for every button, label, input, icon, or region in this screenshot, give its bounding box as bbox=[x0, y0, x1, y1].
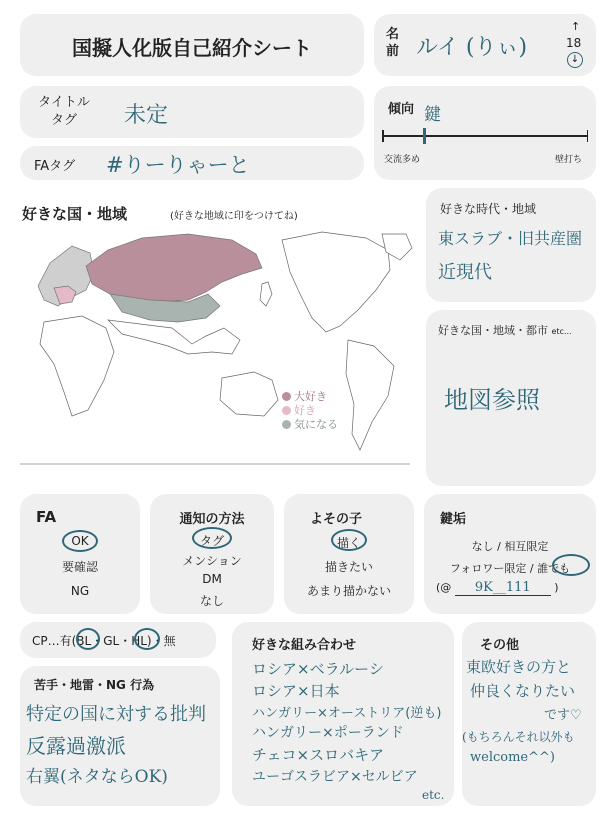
fa-selected-circle bbox=[62, 530, 98, 552]
lock-label: 鍵垢 bbox=[440, 512, 467, 527]
title-tag-label: タイトルタグ bbox=[38, 95, 90, 128]
other-line-2: 仲良くなりたい bbox=[470, 682, 576, 700]
fa-option-ok[interactable]: OK bbox=[71, 534, 89, 548]
notify-card bbox=[150, 494, 274, 614]
age-arrow-down-icon: ↓ bbox=[567, 52, 583, 68]
map-asia-south bbox=[108, 320, 240, 354]
sheet-title: 国擬人化版自己紹介シート bbox=[72, 36, 312, 60]
map-africa bbox=[40, 316, 114, 416]
combos-etc: etc. bbox=[422, 788, 445, 802]
lock-handle-value: 9K__111 bbox=[455, 580, 551, 596]
fa-option-ng[interactable]: NG bbox=[70, 584, 90, 598]
legend-interested-swatch bbox=[282, 420, 291, 429]
cp-has-circle bbox=[76, 628, 100, 650]
favorite-era-line1: 東スラブ・旧共産圏 bbox=[438, 229, 583, 248]
map-subtitle: (好きな地域に印をつけてね) bbox=[170, 211, 298, 222]
name-value: ルイ (りぃ) bbox=[416, 35, 528, 60]
cp-card bbox=[20, 622, 216, 658]
combos-label: 好きな組み合わせ bbox=[252, 638, 357, 653]
tendency-left-label: 交流多め bbox=[384, 155, 421, 165]
other-card bbox=[462, 622, 596, 806]
others-child-option-rarely[interactable]: あまり描かない bbox=[306, 584, 391, 598]
combo-2: ロシア×日本 bbox=[252, 682, 340, 700]
fa-tag-card bbox=[20, 146, 364, 180]
dislikes-line-1: 特定の国に対する批判 bbox=[26, 704, 206, 725]
tendency-marker bbox=[423, 128, 426, 144]
lock-handle-prefix: (@ bbox=[436, 581, 452, 594]
legend-interested bbox=[282, 416, 338, 432]
world-map bbox=[10, 228, 420, 473]
legend-like-label: 好き bbox=[294, 404, 316, 417]
other-line-5: welcome^^) bbox=[470, 750, 555, 765]
legend-love-swatch bbox=[282, 392, 291, 401]
dislikes-label: 苦手・地雷・NG 行為 bbox=[34, 678, 155, 692]
favorite-places-label-suffix: etc... bbox=[551, 327, 572, 336]
notify-option-tag[interactable]: タグ bbox=[199, 534, 224, 548]
map-north-america bbox=[282, 232, 390, 332]
tendency-value: 鍵 bbox=[424, 105, 441, 125]
others-child-selected-circle bbox=[331, 529, 367, 551]
fa-card bbox=[20, 494, 140, 614]
other-line-1: 東欧好きの方と bbox=[466, 658, 572, 676]
cp-gl-circle bbox=[134, 628, 160, 650]
others-child-label: よその子 bbox=[310, 512, 363, 527]
notify-selected-circle bbox=[192, 527, 232, 549]
title-tag-value: 未定 bbox=[124, 103, 169, 128]
map-legend bbox=[282, 388, 362, 434]
map-australia bbox=[220, 372, 278, 416]
combo-1: ロシア×ベラルーシ bbox=[252, 660, 384, 678]
favorite-era-line2: 近現代 bbox=[438, 262, 492, 283]
notify-option-mention[interactable]: メンション bbox=[182, 554, 242, 568]
favorite-places-label: 好きな国・地域・都市 bbox=[438, 324, 548, 337]
notify-label: 通知の方法 bbox=[179, 512, 245, 527]
other-label: その他 bbox=[480, 638, 520, 653]
age-arrow-up-icon: ↑ bbox=[571, 20, 581, 33]
other-line-4: (もちろんそれ以外も bbox=[462, 730, 575, 744]
lock-selected-circle bbox=[552, 554, 590, 576]
other-line-3: です♡ bbox=[544, 708, 582, 723]
tendency-label: 傾向 bbox=[388, 102, 415, 117]
lock-handle-suffix: ) bbox=[554, 581, 559, 594]
fa-tag-value: #りーりゃーと bbox=[106, 153, 250, 177]
legend-like-swatch bbox=[282, 406, 291, 415]
lock-line1: なし / 相互限定 bbox=[471, 540, 549, 553]
favorite-era-card bbox=[426, 188, 596, 302]
favorite-places-label-row bbox=[438, 322, 572, 338]
combos-card bbox=[232, 622, 454, 806]
combo-4: ハンガリー×ポーランド bbox=[252, 725, 404, 741]
tendency-right-label: 壁打ち bbox=[554, 155, 582, 165]
dislikes-line-3: 右翼(ネタならOK) bbox=[26, 767, 168, 787]
name-card bbox=[374, 14, 596, 76]
favorite-places-card bbox=[426, 310, 596, 486]
title-tag-card bbox=[20, 86, 364, 138]
cp-text: CP…有(BL・GL・HL)・無 bbox=[32, 634, 176, 648]
legend-interested-label: 気になる bbox=[294, 418, 338, 431]
combo-3: ハンガリー×オーストリア(逆も) bbox=[252, 706, 442, 721]
name-label: 名前 bbox=[386, 27, 400, 59]
legend-love-label: 大好き bbox=[294, 390, 327, 403]
map-title: 好きな国・地域 bbox=[22, 205, 128, 223]
others-child-option-want[interactable]: 描きたい bbox=[324, 560, 373, 574]
age-mark: 18 bbox=[566, 36, 582, 50]
map-russia bbox=[86, 234, 262, 302]
lock-line2: フォロワー限定 / 誰でも bbox=[449, 562, 571, 575]
fa-tag-label: FAタグ bbox=[34, 159, 76, 174]
others-child-option-draw[interactable]: 描く bbox=[336, 536, 361, 550]
dislikes-card bbox=[20, 666, 220, 806]
fa-option-confirm[interactable]: 要確認 bbox=[61, 560, 98, 574]
others-child-card bbox=[284, 494, 414, 614]
favorite-places-value: 地図参照 bbox=[444, 386, 540, 414]
map-japan bbox=[260, 282, 272, 306]
dislikes-line-2: 反露過激派 bbox=[26, 734, 126, 758]
tendency-card bbox=[374, 86, 596, 180]
fa-label: FA bbox=[36, 508, 57, 526]
lock-handle-row bbox=[436, 580, 559, 596]
favorite-era-label: 好きな時代・地域 bbox=[440, 202, 537, 216]
title-card bbox=[20, 14, 364, 76]
combo-5: チェコ×スロバキア bbox=[252, 746, 385, 764]
notify-option-dm[interactable]: DM bbox=[202, 572, 222, 586]
tendency-slider bbox=[382, 130, 588, 142]
combo-6: ユーゴスラビア×セルビア bbox=[252, 769, 418, 785]
lock-card bbox=[424, 494, 596, 614]
notify-option-none[interactable]: なし bbox=[199, 594, 224, 608]
